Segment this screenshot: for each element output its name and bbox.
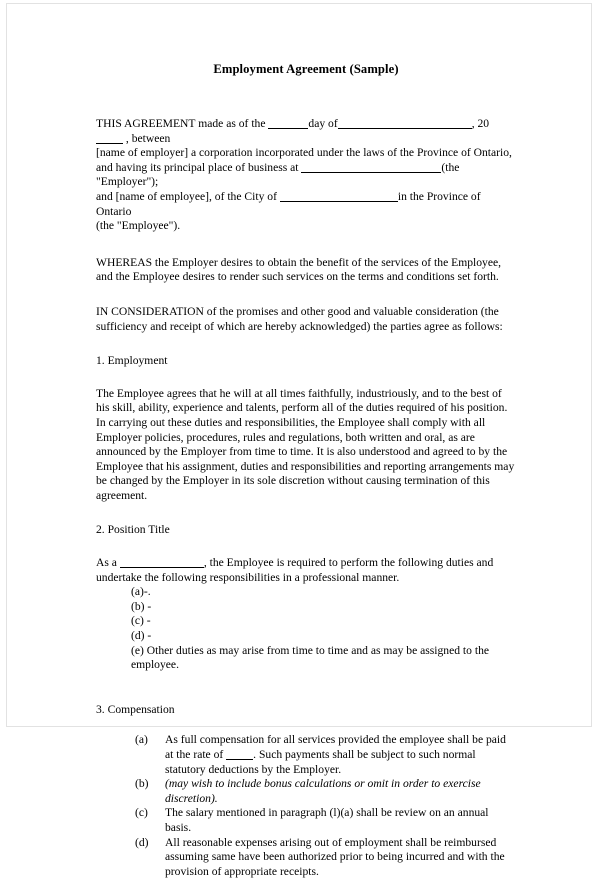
list-item-marker: (c) xyxy=(135,806,148,820)
document-page xyxy=(6,3,592,878)
spacer xyxy=(96,234,516,256)
blank-employer-address[interactable] xyxy=(301,163,441,173)
employee-city-text: and [name of employee], of the City of xyxy=(96,189,280,203)
spacer xyxy=(96,503,516,523)
blank-year[interactable] xyxy=(96,134,123,144)
list-item: (a)-. xyxy=(131,585,151,599)
spacer xyxy=(96,334,516,354)
compensation-rate-rest: . Such payments shall be subject to such normal statutory deductions by the Employer. xyxy=(165,748,476,776)
list-item-text: (may wish to include bonus calculations or omit in order to exercise discretion). xyxy=(165,777,481,805)
list-item: (c) - xyxy=(131,614,151,628)
list-item-marker: (b) xyxy=(135,777,149,791)
list-item-text xyxy=(165,733,516,777)
section-3-heading: 3. Compensation xyxy=(96,702,175,716)
list-item: (b) - xyxy=(131,599,152,613)
province-text: in the Province of Ontario xyxy=(96,189,481,218)
blank-position-title[interactable] xyxy=(120,558,204,568)
list-item xyxy=(96,836,516,879)
list-item xyxy=(96,733,516,777)
year-prefix-text: , 20 xyxy=(471,117,490,130)
position-intro-text: As a xyxy=(96,556,120,570)
recital-parties-paragraph xyxy=(96,117,516,234)
list-item-text: All reasonable expenses arising out of employment shall be reimbursed assuming same have been authorized prior to being incurred and with the provision of appropriate receipts. xyxy=(165,835,505,878)
agreement-intro-text: THIS AGREEMENT made as of the xyxy=(96,117,269,130)
list-item: (d) - xyxy=(131,629,152,643)
list-item-marker: (a) xyxy=(135,733,148,747)
employee-label-line: (the "Employee"). xyxy=(96,219,181,233)
blank-day[interactable] xyxy=(268,119,308,129)
employer-label-text: (the "Employer"); xyxy=(96,160,460,189)
section-2-heading: 2. Position Title xyxy=(96,523,170,537)
between-text: , between xyxy=(123,131,171,145)
blank-employee-city[interactable] xyxy=(280,192,398,202)
blank-compensation-rate[interactable] xyxy=(226,750,253,760)
list-item: (e) Other duties as may arise from time to time and as may be assigned to the employee. xyxy=(131,643,490,672)
list-item-text: The salary mentioned in paragraph (l)(a) shall be review on an annual basis. xyxy=(165,806,489,834)
list-item xyxy=(96,777,516,806)
consideration-paragraph: IN CONSIDERATION of the promises and other good and valuable consideration (the sufficiency and receipt of which are hereby acknowledged) the parties agree as follows: xyxy=(96,304,503,333)
spacer xyxy=(96,717,516,733)
whereas-paragraph: WHEREAS the Employer desires to obtain the benefit of the services of the Employee, and the Employee desires to render such services on the terms and conditions set forth. xyxy=(96,255,502,284)
section-3-compensation-list xyxy=(96,733,516,879)
document-body xyxy=(96,4,516,879)
list-item-marker: (d) xyxy=(135,835,149,849)
blank-month[interactable] xyxy=(338,119,472,129)
spacer xyxy=(96,673,516,703)
employer-address-text: and having its principal place of business at xyxy=(96,160,302,174)
spacer xyxy=(96,538,516,556)
spacer xyxy=(96,369,516,387)
section-1-heading: 1. Employment xyxy=(96,354,168,368)
section-2-duties-list xyxy=(96,585,516,673)
position-intro-rest: , the Employee is required to perform the following duties and undertake the following responsibilities in a professional manner. xyxy=(96,556,494,584)
page-title: Employment Agreement (Sample) xyxy=(213,62,399,76)
section-1-body: The Employee agrees that he will at all times faithfully, industriously, and to the best of his skill, ability, experience and talents, perform all of the duties required of his position. In carrying out these duties and responsibilities, the Employee shall comply with all Employer policies, procedures, rules and regulations, both written and oral, as are announced by the Employer from time to time. It is also understood and agreed to by the Employee that his assignment, duties and responsibilities and reporting arrangements may be changed by the Employer in its sole discretion without causing termination of this agreement. xyxy=(96,386,515,502)
compensation-rate-text: As full compensation for all services provided the employee shall be paid at the rate of xyxy=(165,733,506,761)
day-of-text: day of xyxy=(308,117,338,130)
spacer xyxy=(96,285,516,305)
employer-name-line: [name of employer] a corporation incorporated under the laws of the Province of Ontario, xyxy=(96,146,512,160)
list-item xyxy=(96,806,516,835)
spacer xyxy=(96,77,516,117)
section-2-intro xyxy=(96,556,516,585)
